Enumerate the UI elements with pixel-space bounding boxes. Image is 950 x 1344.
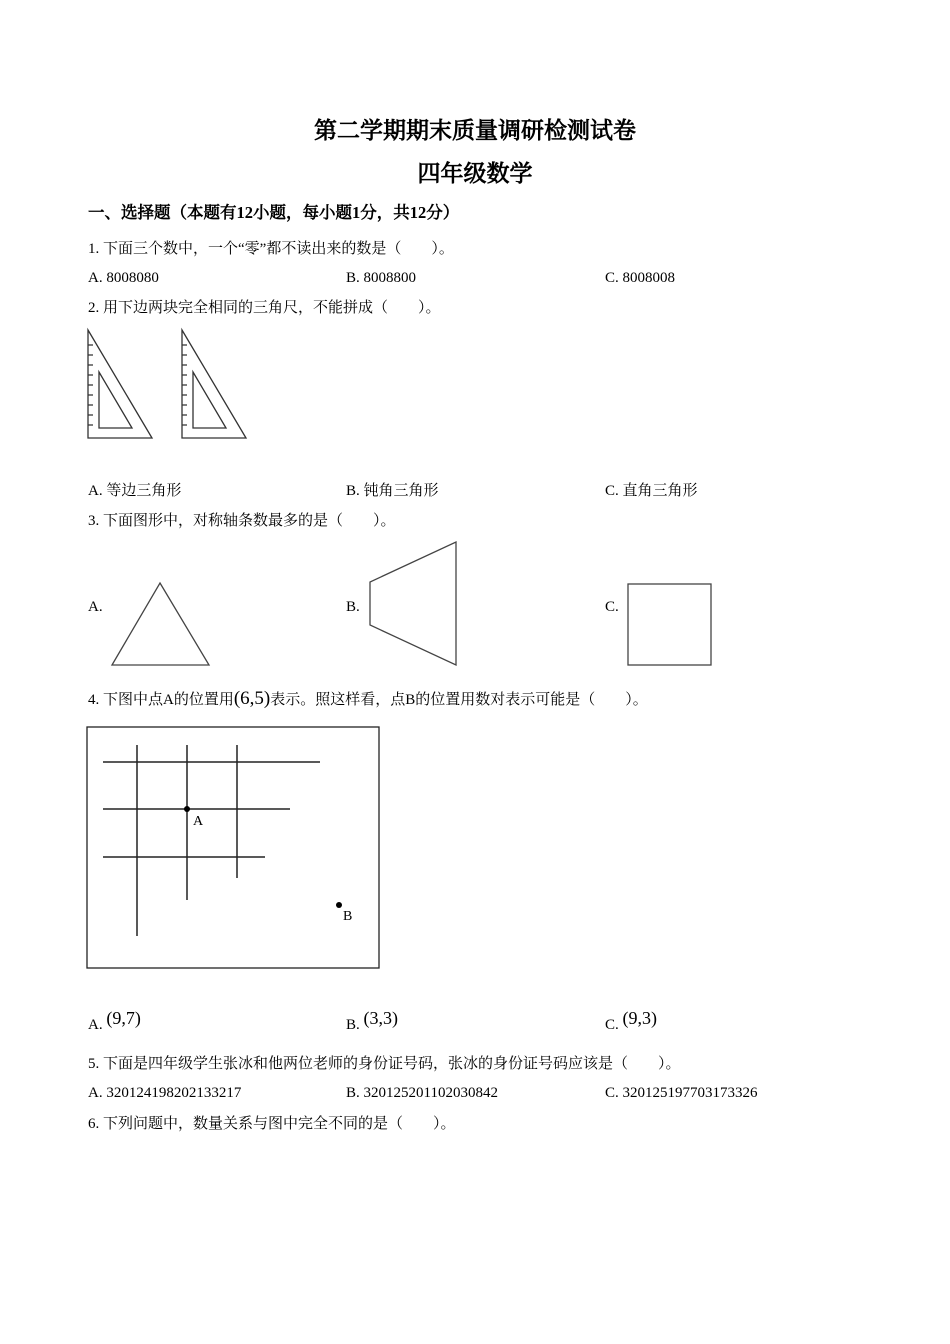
point-a-label: A [193,814,204,829]
q1-option-a: A. 8008080 [88,270,159,286]
q5-option-b: B. 320125201102030842 [346,1085,498,1101]
q4-option-b [346,1008,399,1034]
question-2: 2. 用下边两块完全相同的三角尺，不能拼成（ ）。 [88,300,441,316]
q4-option-a [88,1008,141,1034]
question-3: 3. 下面图形中，对称轴条数最多的是（ ）。 [88,513,396,529]
q4-option-a-value: (9,7) [106,1008,141,1028]
q4-option-c [605,1008,658,1034]
q3-option-b: B. [346,599,360,615]
question-6: 6. 下列问题中，数量关系与图中完全不同的是（ ）。 [88,1116,456,1132]
point-b-label: B [343,909,353,924]
exam-title: 第二学期期末质量调研检测试卷 [314,118,636,143]
exam-subtitle: 四年级数学 [417,161,533,186]
q4-stem-a: 4. 下图中点A的位置用 [88,692,234,708]
q4-stem-b: 表示。照这样看，点B的位置用数对表示可能是（ ）。 [270,692,648,708]
q4-option-b-label: B. [346,1017,360,1033]
q4-option-c-label: C. [605,1017,619,1033]
q4-option-c-value: (9,3) [622,1008,658,1028]
question-5: 5. 下面是四年级学生张冰和他两位老师的身份证号码，张冰的身份证号码应该是（ ）。 [88,1056,681,1072]
q5-option-c: C. 320125197703173326 [605,1085,758,1101]
q1-option-c: C. 8008008 [605,270,676,286]
question-1: 1. 下面三个数中，一个“零”都不读出来的数是（ ）。 [88,241,454,257]
q1-option-b: B. 8008800 [346,270,417,286]
q5-option-a: A. 320124198202133217 [88,1085,242,1101]
q3-option-a: A. [88,599,103,615]
q2-option-c: C. 直角三角形 [605,483,698,499]
q3-option-c: C. [605,599,619,615]
q2-option-a: A. 等边三角形 [88,483,182,499]
q4-option-b-value: (3,3) [363,1008,399,1028]
section-heading: 一、选择题（本题有12小题，每小题1分，共12分） [88,203,460,222]
point-b [336,902,342,908]
q4-coordinate: (6,5) [233,688,271,709]
q2-option-b: B. 钝角三角形 [346,483,439,499]
q4-option-a-label: A. [88,1017,103,1033]
point-a [184,806,190,812]
